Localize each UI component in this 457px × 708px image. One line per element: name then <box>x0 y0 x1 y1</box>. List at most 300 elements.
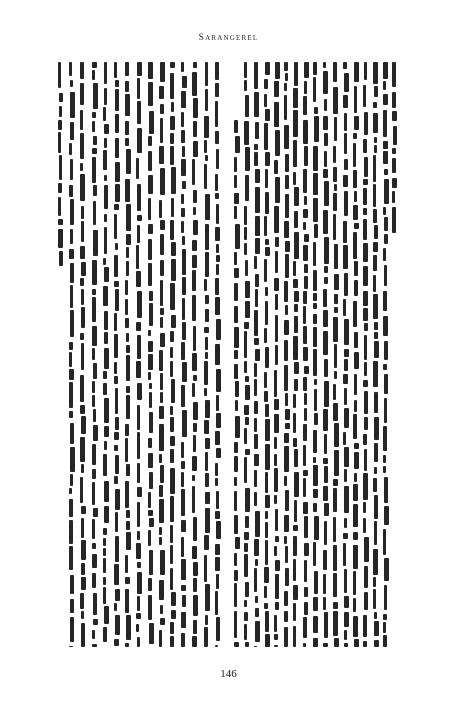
script-word <box>364 62 367 80</box>
script-word <box>114 376 118 384</box>
script-word <box>93 619 98 625</box>
script-word <box>334 371 337 379</box>
script-word <box>293 438 297 447</box>
script-word <box>234 120 238 133</box>
script-word <box>148 239 152 260</box>
script-word <box>255 511 260 537</box>
script-word <box>284 591 288 606</box>
script-word <box>193 121 197 137</box>
script-word <box>148 62 153 79</box>
script-word <box>354 62 359 82</box>
script-word <box>81 506 86 514</box>
script-word <box>383 466 386 473</box>
script-word <box>103 587 106 604</box>
script-word <box>92 644 97 647</box>
script-word <box>234 642 239 647</box>
script-word <box>125 138 129 146</box>
script-word <box>92 444 96 465</box>
script-word <box>205 438 210 449</box>
script-word <box>384 341 388 360</box>
script-word <box>171 167 176 194</box>
script-word <box>159 630 162 647</box>
script-word <box>181 91 186 108</box>
script-word <box>149 392 152 408</box>
script-word <box>363 473 368 500</box>
script-word <box>181 208 185 217</box>
script-word <box>103 548 106 556</box>
script-word <box>323 289 327 307</box>
script-word <box>333 403 338 421</box>
script-word <box>353 484 358 501</box>
script-word <box>136 158 139 179</box>
script-word <box>304 196 307 205</box>
script-word <box>160 168 165 195</box>
script-word <box>373 255 377 271</box>
script-word <box>392 158 396 173</box>
script-word <box>275 237 279 247</box>
script-word <box>284 281 288 302</box>
script-word <box>255 274 259 287</box>
script-word <box>374 443 378 462</box>
script-word <box>181 612 186 628</box>
script-word <box>137 487 142 497</box>
script-word <box>265 152 270 166</box>
script-word <box>313 293 317 301</box>
script-word <box>244 428 247 444</box>
script-word <box>125 121 129 135</box>
script-word <box>244 532 249 540</box>
script-word <box>244 624 247 640</box>
script-word <box>92 554 97 568</box>
script-word <box>384 179 389 204</box>
script-word <box>255 608 259 617</box>
script-word <box>314 379 317 385</box>
script-word <box>344 73 349 92</box>
script-word <box>354 400 357 412</box>
script-word <box>171 379 175 403</box>
script-word <box>69 143 72 155</box>
script-word <box>70 92 75 118</box>
script-word <box>103 258 106 265</box>
script-word <box>81 289 84 305</box>
script-word <box>93 409 96 422</box>
script-word <box>92 573 96 588</box>
script-word <box>303 470 308 476</box>
script-word <box>274 399 279 410</box>
script-word <box>383 426 387 451</box>
script-word <box>235 537 240 549</box>
script-word <box>126 395 130 419</box>
script-word <box>80 375 84 402</box>
script-word <box>92 112 96 118</box>
script-word <box>275 536 279 542</box>
script-word <box>170 449 174 463</box>
script-word <box>148 151 152 171</box>
script-word <box>265 247 270 256</box>
script-word <box>304 602 308 615</box>
script-word <box>104 441 107 450</box>
script-word <box>69 352 72 367</box>
script-word <box>363 208 367 215</box>
script-word <box>192 636 197 647</box>
script-word <box>204 388 207 396</box>
script-word <box>193 326 196 351</box>
script-word <box>374 467 377 474</box>
script-word <box>384 374 388 394</box>
script-word <box>333 384 336 400</box>
script-word <box>304 543 309 556</box>
script-word <box>159 537 162 545</box>
script-word <box>137 78 140 99</box>
script-word <box>294 211 298 228</box>
script-word <box>274 546 277 556</box>
script-word <box>126 521 130 530</box>
script-word <box>115 184 120 202</box>
script-word <box>383 622 386 633</box>
script-word <box>303 120 308 144</box>
script-word <box>374 86 378 97</box>
script-word <box>294 362 299 374</box>
script-word <box>148 595 152 620</box>
script-word <box>92 326 97 346</box>
script-word <box>148 224 153 234</box>
script-word <box>314 413 318 425</box>
script-word <box>81 518 84 538</box>
script-word <box>182 595 186 607</box>
script-word <box>265 239 269 245</box>
script-word <box>92 395 95 407</box>
script-word <box>204 555 207 582</box>
script-word <box>254 492 257 506</box>
script-word <box>293 536 297 556</box>
script-word <box>374 640 379 647</box>
script-word <box>192 270 196 291</box>
script-word <box>159 485 163 497</box>
script-word <box>115 417 119 430</box>
script-word <box>149 303 153 326</box>
script-word <box>354 352 359 369</box>
script-word <box>274 645 278 647</box>
script-word <box>323 62 326 68</box>
script-word <box>255 559 258 566</box>
script-word <box>303 169 307 193</box>
script-word <box>92 519 95 539</box>
script-word <box>93 425 98 441</box>
script-word <box>313 638 318 647</box>
script-word <box>93 508 98 517</box>
script-word <box>114 214 117 239</box>
script-word <box>235 416 240 438</box>
script-word <box>383 62 388 79</box>
script-word <box>364 566 368 588</box>
script-word <box>293 279 298 288</box>
script-word <box>92 260 97 285</box>
script-word <box>104 606 109 624</box>
script-word <box>182 298 185 320</box>
script-word <box>125 555 128 573</box>
script-word <box>137 383 142 400</box>
script-word <box>114 204 119 210</box>
script-word <box>363 518 366 533</box>
script-word <box>204 627 208 647</box>
script-word <box>333 602 338 609</box>
script-word <box>92 289 96 295</box>
script-word <box>344 349 349 357</box>
script-word <box>285 305 288 315</box>
script-word <box>294 62 298 86</box>
script-word <box>204 116 209 138</box>
script-word <box>353 205 358 220</box>
script-word <box>104 214 107 222</box>
script-word <box>265 611 269 632</box>
script-word <box>274 495 277 504</box>
script-word <box>393 126 397 145</box>
script-word <box>354 639 359 647</box>
script-word <box>80 477 83 503</box>
script-word <box>93 83 98 109</box>
script-word <box>181 159 186 176</box>
script-word <box>265 347 269 368</box>
script-word <box>374 417 379 440</box>
script-word <box>215 557 220 571</box>
script-word <box>126 234 131 245</box>
script-word <box>205 473 209 487</box>
script-word <box>314 516 319 540</box>
script-word <box>149 550 153 575</box>
script-word <box>374 612 377 619</box>
script-word <box>69 411 73 418</box>
script-word <box>354 332 358 348</box>
script-word <box>384 477 388 503</box>
script-word <box>204 279 207 291</box>
script-word <box>81 464 84 473</box>
script-word <box>159 527 162 535</box>
script-word <box>284 446 289 472</box>
script-word <box>244 121 249 145</box>
script-word <box>343 245 348 269</box>
script-word <box>137 405 140 430</box>
script-word <box>205 492 210 504</box>
script-word <box>294 449 298 467</box>
script-word <box>284 536 287 544</box>
script-word <box>323 310 328 327</box>
script-word <box>294 472 299 497</box>
script-word <box>58 62 61 88</box>
script-word <box>344 159 348 170</box>
script-word <box>205 252 209 277</box>
script-word <box>58 132 61 153</box>
script-word <box>216 204 219 224</box>
script-word <box>244 227 247 240</box>
script-word <box>137 101 141 124</box>
script-word <box>160 234 164 255</box>
script-word <box>384 265 387 286</box>
script-word <box>170 62 175 68</box>
script-word <box>354 443 359 449</box>
script-word <box>126 615 131 640</box>
script-word <box>244 543 248 552</box>
script-word <box>205 224 209 250</box>
script-word <box>234 193 239 204</box>
script-word <box>323 169 328 178</box>
script-word <box>182 277 186 295</box>
script-word <box>334 307 338 313</box>
script-word <box>160 550 165 575</box>
script-word <box>170 331 174 342</box>
left-column <box>58 62 226 647</box>
script-word <box>274 206 279 233</box>
script-word <box>313 327 317 347</box>
script-word <box>363 188 367 205</box>
script-word <box>304 62 309 78</box>
script-word <box>80 333 84 340</box>
script-word <box>92 482 95 505</box>
script-word <box>333 479 338 486</box>
script-word <box>204 164 207 189</box>
script-word <box>159 454 162 463</box>
script-word <box>170 133 174 144</box>
script-word <box>103 558 106 573</box>
script-word <box>374 225 378 239</box>
script-word <box>373 62 378 84</box>
script-word <box>193 190 197 203</box>
script-word <box>265 301 268 325</box>
script-word <box>216 574 219 589</box>
script-word <box>343 543 346 566</box>
vertical-mongolian-text-block <box>58 62 402 672</box>
script-word <box>160 333 165 347</box>
script-word <box>324 277 328 284</box>
script-word <box>323 458 328 464</box>
script-word <box>70 80 73 87</box>
script-word <box>333 573 337 597</box>
script-word <box>313 465 318 486</box>
script-word <box>363 380 368 387</box>
script-word <box>181 442 184 458</box>
script-word <box>333 62 337 82</box>
script-word <box>265 472 268 493</box>
script-word <box>334 344 337 368</box>
script-word <box>285 423 290 429</box>
script-word <box>293 626 296 647</box>
script-word <box>265 192 269 214</box>
script-word <box>170 568 173 590</box>
script-word <box>303 347 308 361</box>
script-word <box>126 532 131 550</box>
script-word <box>323 550 327 570</box>
script-word <box>333 611 338 636</box>
script-word <box>294 232 299 259</box>
script-word <box>148 198 151 220</box>
script-word <box>392 92 396 108</box>
script-word <box>324 237 329 264</box>
script-word <box>181 194 184 204</box>
script-word <box>254 144 258 150</box>
script-word <box>284 515 289 532</box>
script-word <box>313 242 316 266</box>
script-word <box>149 472 153 489</box>
script-word <box>136 271 141 287</box>
script-word <box>255 596 258 603</box>
script-word <box>205 155 208 161</box>
script-word <box>160 618 165 625</box>
script-word <box>314 571 318 594</box>
script-word <box>304 264 308 273</box>
script-word <box>126 333 129 342</box>
script-word <box>324 466 328 483</box>
script-word <box>353 598 356 612</box>
script-word <box>103 150 107 170</box>
script-word <box>148 492 151 508</box>
script-word <box>125 318 129 328</box>
script-word <box>264 586 267 598</box>
script-word <box>181 221 184 233</box>
script-word <box>374 621 379 636</box>
script-word <box>181 130 185 143</box>
script-word <box>170 116 175 130</box>
script-word <box>354 261 358 276</box>
script-word <box>265 404 269 417</box>
script-word <box>354 191 357 202</box>
script-word <box>182 249 186 275</box>
script-word <box>181 342 185 360</box>
script-word <box>125 62 129 76</box>
script-word <box>275 509 278 531</box>
script-word <box>293 559 296 581</box>
script-word <box>264 391 268 402</box>
script-word <box>181 585 186 591</box>
script-word <box>364 323 368 331</box>
script-word <box>245 385 250 400</box>
script-word <box>115 89 119 111</box>
script-word <box>245 417 249 425</box>
script-word <box>69 546 73 570</box>
script-word <box>392 111 397 121</box>
script-word <box>274 102 279 127</box>
script-word <box>192 72 197 96</box>
script-word <box>384 234 388 244</box>
script-word <box>114 362 117 374</box>
script-word <box>255 187 260 213</box>
script-word <box>324 612 328 638</box>
script-word <box>159 146 164 164</box>
script-word <box>114 564 119 585</box>
script-word <box>255 289 258 307</box>
script-word <box>181 461 185 469</box>
script-word <box>215 227 220 241</box>
script-word <box>171 610 176 619</box>
script-word <box>383 529 386 555</box>
script-word <box>149 518 154 527</box>
script-word <box>313 173 318 195</box>
script-word <box>103 627 107 642</box>
script-word <box>125 81 129 92</box>
script-word <box>354 452 359 469</box>
script-word <box>244 243 247 255</box>
script-word <box>137 463 140 483</box>
script-word <box>324 99 327 111</box>
script-word <box>148 438 152 448</box>
script-word <box>170 417 174 432</box>
script-word <box>284 125 289 149</box>
script-word <box>59 106 62 117</box>
script-word <box>170 220 174 240</box>
script-word <box>204 140 207 153</box>
script-word <box>304 146 308 166</box>
script-word <box>245 488 250 512</box>
script-word <box>373 478 377 492</box>
script-word <box>294 291 299 302</box>
